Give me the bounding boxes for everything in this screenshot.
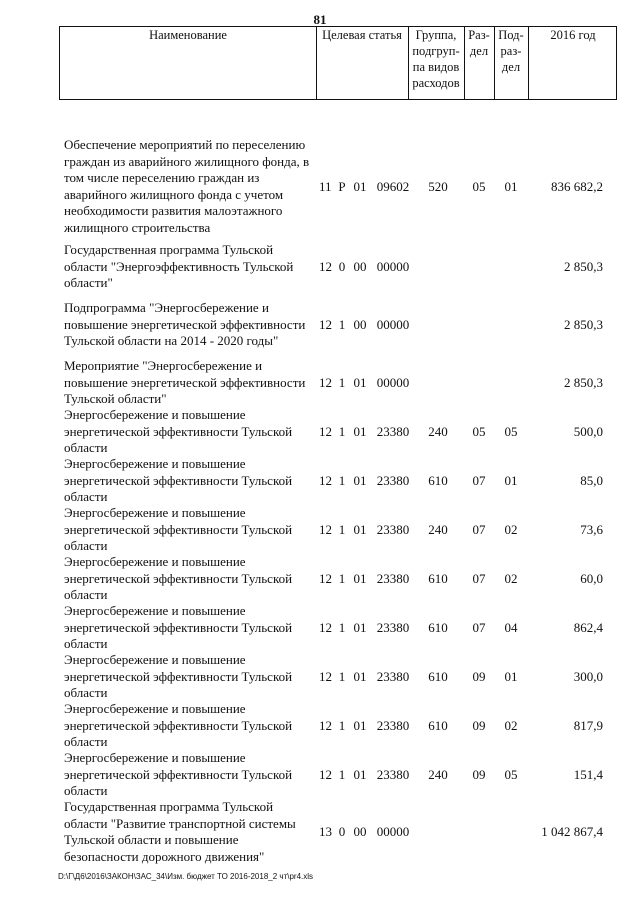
row-amount: 1 042 867,4 bbox=[541, 824, 603, 839]
row-program: 12 bbox=[319, 317, 332, 332]
header-subsection-line: раз- bbox=[500, 44, 522, 58]
row-subsection: 01 bbox=[504, 669, 518, 684]
row-subprogram: 1 bbox=[338, 375, 346, 390]
row-subsection: 02 bbox=[504, 718, 518, 733]
row-program: 12 bbox=[319, 424, 332, 439]
table-row bbox=[0, 799, 640, 867]
row-program: 12 bbox=[319, 259, 332, 274]
row-name: Обеспечение мероприятий по переселению граждан из аварийного жилищного фонда, в том числе переселению граждан из аварийного жилищного фонда с учетом необходимости развития малоэтажного жилищного строительства bbox=[64, 137, 310, 235]
row-program: 12 bbox=[319, 522, 332, 537]
row-subprogram: 1 bbox=[338, 522, 346, 537]
header-name: Наименование bbox=[149, 28, 227, 42]
header-group bbox=[408, 27, 464, 91]
row-main-event: 01 bbox=[353, 179, 367, 194]
page-number: 81 bbox=[313, 12, 327, 27]
row-name: Подпрограмма "Энергосбережение и повышение энергетической эффективности Тульской области на 2014 - 2020 годы" bbox=[64, 300, 306, 348]
row-subsection: 04 bbox=[504, 620, 518, 635]
header-group-line: па видов bbox=[412, 60, 460, 74]
row-group: 610 bbox=[428, 571, 448, 586]
header-subsection-line: Под- bbox=[498, 28, 524, 42]
row-main-event: 01 bbox=[353, 522, 367, 537]
row-subprogram: 1 bbox=[338, 620, 346, 635]
row-amount: 862,4 bbox=[573, 620, 603, 635]
row-program: 12 bbox=[319, 473, 332, 488]
row-main-event: 00 bbox=[353, 317, 367, 332]
row-subprogram: Р bbox=[338, 179, 346, 194]
row-section: 07 bbox=[472, 571, 486, 586]
row-direction: 23380 bbox=[376, 767, 410, 782]
row-name: Энергосбережение и повышение энергетической эффективности Тульской области bbox=[64, 456, 293, 504]
row-group: 610 bbox=[428, 473, 448, 488]
row-name: Энергосбережение и повышение энергетической эффективности Тульской области bbox=[64, 750, 293, 798]
row-direction: 09602 bbox=[376, 179, 410, 194]
header-section-line: дел bbox=[469, 44, 489, 58]
row-group: 610 bbox=[428, 718, 448, 733]
row-group: 240 bbox=[428, 522, 448, 537]
row-direction: 00000 bbox=[376, 317, 410, 332]
header-subsection bbox=[494, 27, 528, 75]
row-direction: 00000 bbox=[376, 375, 410, 390]
row-section: 05 bbox=[472, 424, 486, 439]
header-section bbox=[464, 27, 494, 59]
row-subprogram: 1 bbox=[338, 718, 346, 733]
row-subprogram: 1 bbox=[338, 669, 346, 684]
row-subprogram: 0 bbox=[338, 259, 346, 274]
row-subprogram: 1 bbox=[338, 424, 346, 439]
header-group-line: расходов bbox=[412, 76, 460, 90]
row-direction: 23380 bbox=[376, 669, 410, 684]
row-program: 12 bbox=[319, 375, 332, 390]
row-subprogram: 1 bbox=[338, 767, 346, 782]
row-subsection: 05 bbox=[504, 767, 518, 782]
table-row bbox=[0, 554, 640, 604]
header-section-line: Раз- bbox=[468, 28, 490, 42]
row-name: Энергосбережение и повышение энергетической эффективности Тульской области bbox=[64, 652, 293, 700]
row-group: 520 bbox=[428, 179, 448, 194]
row-name: Государственная программа Тульской области "Энергоэффективность Тульской области" bbox=[64, 242, 294, 290]
row-section: 07 bbox=[472, 522, 486, 537]
row-main-event: 01 bbox=[353, 424, 367, 439]
row-name: Энергосбережение и повышение энергетической эффективности Тульской области bbox=[64, 603, 293, 651]
row-subsection: 01 bbox=[504, 473, 518, 488]
row-amount: 2 850,3 bbox=[564, 375, 603, 390]
table-header bbox=[59, 26, 617, 100]
row-amount: 73,6 bbox=[580, 522, 603, 537]
row-subsection: 01 bbox=[504, 179, 518, 194]
row-name: Энергосбережение и повышение энергетической эффективности Тульской области bbox=[64, 554, 293, 602]
row-amount: 300,0 bbox=[573, 669, 603, 684]
row-subprogram: 1 bbox=[338, 571, 346, 586]
table-row bbox=[0, 407, 640, 457]
row-program: 11 bbox=[319, 179, 332, 194]
header-target: Целевая статья bbox=[322, 28, 402, 42]
row-main-event: 01 bbox=[353, 669, 367, 684]
header-year: 2016 год bbox=[550, 28, 596, 42]
row-section: 07 bbox=[472, 620, 486, 635]
row-main-event: 00 bbox=[353, 259, 367, 274]
table-row bbox=[0, 750, 640, 800]
row-subsection: 02 bbox=[504, 571, 518, 586]
table-row bbox=[0, 300, 640, 350]
row-main-event: 01 bbox=[353, 375, 367, 390]
table-row bbox=[0, 358, 640, 408]
row-section: 09 bbox=[472, 718, 486, 733]
row-direction: 23380 bbox=[376, 473, 410, 488]
row-name: Мероприятие "Энергосбережение и повышение энергетической эффективности Тульской области" bbox=[64, 358, 306, 406]
table-row bbox=[0, 505, 640, 555]
row-amount: 836 682,2 bbox=[551, 179, 603, 194]
table-row bbox=[0, 701, 640, 751]
row-group: 240 bbox=[428, 424, 448, 439]
row-direction: 23380 bbox=[376, 718, 410, 733]
row-section: 05 bbox=[472, 179, 486, 194]
row-subsection: 05 bbox=[504, 424, 518, 439]
row-name: Энергосбережение и повышение энергетической эффективности Тульской области bbox=[64, 701, 293, 749]
row-amount: 2 850,3 bbox=[564, 317, 603, 332]
table-row bbox=[0, 456, 640, 506]
row-name: Энергосбережение и повышение энергетической эффективности Тульской области bbox=[64, 407, 293, 455]
file-path-footer: D:\Г\Д6\2016\ЗАКОН\ЗАС_34\Изм. бюджет ТО 2016-2018_2 чт\pr4.xls bbox=[58, 872, 314, 881]
row-direction: 23380 bbox=[376, 522, 410, 537]
row-subprogram: 1 bbox=[338, 317, 346, 332]
row-section: 09 bbox=[472, 767, 486, 782]
row-main-event: 01 bbox=[353, 767, 367, 782]
table-row bbox=[0, 137, 640, 237]
row-program: 12 bbox=[319, 620, 332, 635]
row-main-event: 01 bbox=[353, 473, 367, 488]
row-group: 610 bbox=[428, 620, 448, 635]
row-program: 12 bbox=[319, 718, 332, 733]
row-direction: 23380 bbox=[376, 424, 410, 439]
row-main-event: 00 bbox=[353, 824, 367, 839]
row-program: 13 bbox=[319, 824, 332, 839]
row-subprogram: 0 bbox=[338, 824, 346, 839]
row-main-event: 01 bbox=[353, 620, 367, 635]
row-direction: 23380 bbox=[376, 571, 410, 586]
row-main-event: 01 bbox=[353, 571, 367, 586]
row-group: 240 bbox=[428, 767, 448, 782]
row-subsection: 02 bbox=[504, 522, 518, 537]
row-program: 12 bbox=[319, 571, 332, 586]
row-section: 09 bbox=[472, 669, 486, 684]
row-program: 12 bbox=[319, 767, 332, 782]
row-amount: 500,0 bbox=[573, 424, 603, 439]
row-direction: 00000 bbox=[376, 824, 410, 839]
table-row bbox=[0, 652, 640, 702]
row-section: 07 bbox=[472, 473, 486, 488]
row-amount: 85,0 bbox=[580, 473, 603, 488]
header-group-line: Группа, bbox=[415, 28, 457, 42]
row-amount: 2 850,3 bbox=[564, 259, 603, 274]
row-name: Государственная программа Тульской области "Развитие транспортной системы Тульской области и повышение безопасности дорожного движения" bbox=[64, 799, 296, 864]
row-amount: 60,0 bbox=[580, 571, 603, 586]
row-group: 610 bbox=[428, 669, 448, 684]
row-name: Энергосбережение и повышение энергетической эффективности Тульской области bbox=[64, 505, 293, 553]
row-amount: 817,9 bbox=[573, 718, 603, 733]
table-row bbox=[0, 603, 640, 653]
table-row bbox=[0, 242, 640, 292]
header-subsection-line: дел bbox=[501, 60, 521, 74]
row-subprogram: 1 bbox=[338, 473, 346, 488]
row-direction: 23380 bbox=[376, 620, 410, 635]
header-group-line: подгруп- bbox=[412, 44, 460, 58]
row-direction: 00000 bbox=[376, 259, 410, 274]
row-amount: 151,4 bbox=[573, 767, 603, 782]
row-main-event: 01 bbox=[353, 718, 367, 733]
row-program: 12 bbox=[319, 669, 332, 684]
